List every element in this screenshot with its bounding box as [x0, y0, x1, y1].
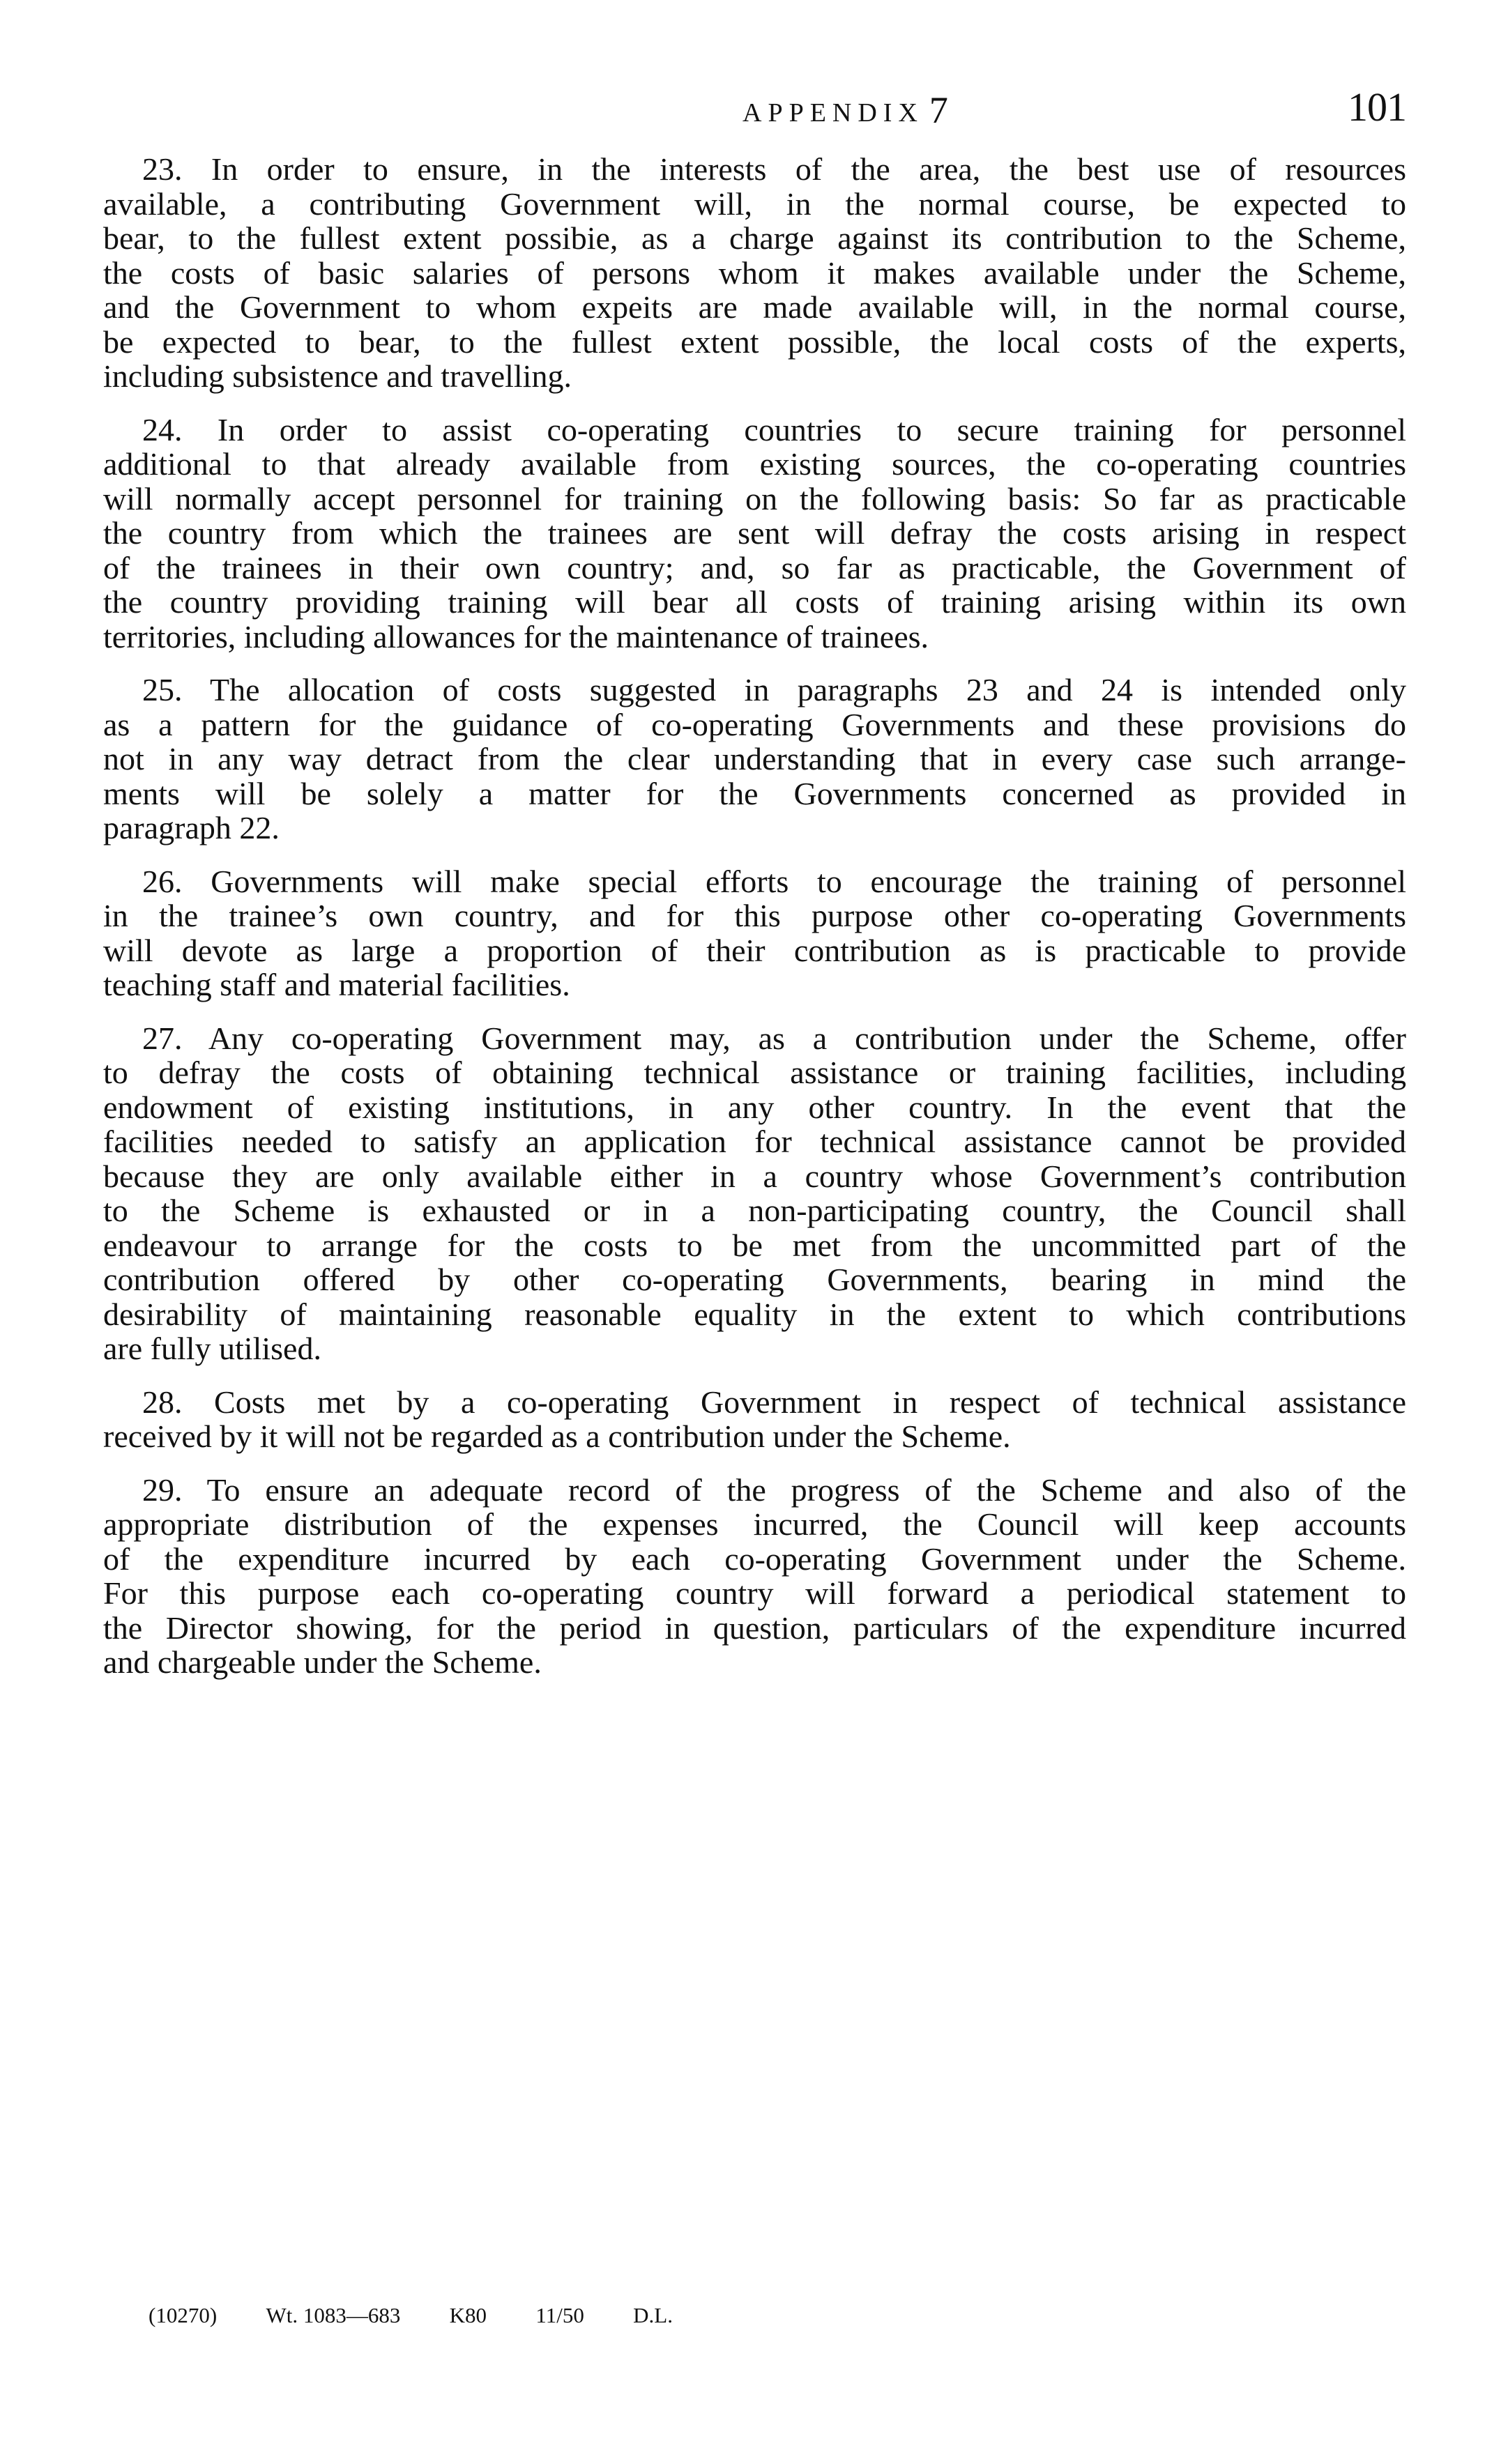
text-line: the country from which the trainees are sent will defray the costs arising in respect [103, 515, 1406, 551]
text-line: the costs of basic salaries of persons whom it makes available under the Scheme, [103, 254, 1406, 291]
text-line: desirability of maintaining reasonable equality in the extent to which contributions [103, 1296, 1406, 1332]
text-line: endowment of existing institutions, in any other country. In the event that the [103, 1089, 1406, 1125]
text-line: and chargeable under the Scheme. [103, 1644, 542, 1680]
text-line: 27. Any co-operating Government may, as a contribution under the Scheme, offer [142, 1020, 1406, 1056]
text-line: 29. To ensure an adequate record of the progress of the Scheme and also of the [142, 1471, 1406, 1508]
paragraph-27 [103, 1021, 1406, 1366]
text-line: teaching staff and material facilities. [103, 967, 570, 1002]
text-line: endeavour to arrange for the costs to be met from the uncommitted part of the [103, 1227, 1406, 1263]
text-line: bear, to the fullest extent possibie, as a charge against its contribution to the Scheme, [103, 220, 1406, 256]
paragraph-26 [103, 864, 1406, 1002]
text-line: contribution offered by other co-operating Governments, bearing in mind the [103, 1262, 1406, 1297]
text-line: facilities needed to satisfy an application for technical assistance cannot be provided [103, 1124, 1406, 1159]
paragraph-29 [103, 1473, 1406, 1680]
text-line: the Director showing, for the period in question, particulars of the expenditure incurred [103, 1609, 1406, 1646]
imprint-code: K80 [449, 2303, 487, 2327]
text-line: as a pattern for the guidance of co-operating Governments and these provisions do [103, 706, 1406, 742]
text-line: including subsistence and travelling. [103, 358, 572, 394]
text-line: not in any way detract from the clear understanding that in every case such arrange- [103, 741, 1406, 776]
text-line: be expected to bear, to the fullest extent possible, the local costs of the experts, [103, 323, 1406, 360]
text-line: available, a contributing Government will, in the normal course, be expected to [103, 185, 1406, 222]
text-line: to the Scheme is exhausted or in a non-participating country, the Council shall [103, 1193, 1406, 1228]
text-line: territories, including allowances for the maintenance of trainees. [103, 618, 929, 655]
running-head [103, 84, 1406, 131]
imprint-job-number: (10270) [148, 2303, 218, 2327]
text-line: 24. In order to assist co-operating countries to secure training for personnel [142, 411, 1406, 447]
text-line: of the trainees in their own country; and, so far as practicable, the Government of [103, 549, 1406, 586]
text-line: ments will be solely a matter for the Governments concerned as provided in [103, 775, 1406, 811]
paragraph-28 [103, 1385, 1406, 1454]
appendix-number: 7 [929, 89, 948, 131]
page-number: 101 [1348, 84, 1406, 130]
imprint-date: 11/50 [535, 2303, 584, 2327]
text-line: are fully utilised. [103, 1331, 321, 1366]
text-line: 26. Governments will make special efforts to encourage the training of personnel [142, 863, 1406, 899]
imprint-initials: D.L. [633, 2303, 673, 2327]
text-line: because they are only available either in a country whose Government’s contribution [103, 1158, 1406, 1194]
imprint-weight: Wt. 1083—683 [266, 2303, 401, 2327]
paragraph-24 [103, 413, 1406, 655]
text-line: in the trainee’s own country, and for this purpose other co-operating Governments [103, 898, 1406, 933]
paragraph-23 [103, 152, 1406, 394]
text-line: 25. The allocation of costs suggested in paragraphs 23 and 24 is intended only [142, 672, 1406, 707]
text-line: will normally accept personnel for training on the following basis: So far as practicable [103, 480, 1406, 516]
text-line: and the Government to whom expeits are made available will, in the normal course, [103, 289, 1406, 325]
printer-imprint [148, 2302, 673, 2329]
text-line: will devote as large a proportion of their contribution as is practicable to provide [103, 932, 1406, 968]
appendix-heading [742, 89, 948, 131]
appendix-label: APPENDIX [742, 98, 924, 128]
text-line: the country providing training will bear all costs of training arising within its own [103, 584, 1406, 620]
text-line: appropriate distribution of the expenses incurred, the Council will keep accounts [103, 1506, 1406, 1542]
paragraph-25 [103, 673, 1406, 845]
text-line: For this purpose each co-operating country will forward a periodical statement to [103, 1575, 1406, 1611]
text-line: of the expenditure incurred by each co-operating Government under the Scheme. [103, 1540, 1406, 1577]
text-line: received by it will not be regarded as a contribution under the Scheme. [103, 1418, 1011, 1454]
body-text [103, 152, 1406, 1699]
text-line: 23. In order to ensure, in the interests of the area, the best use of resources [142, 151, 1406, 187]
text-line: paragraph 22. [103, 810, 280, 845]
text-line: 28. Costs met by a co-operating Government in respect of technical assistance [142, 1384, 1406, 1420]
text-line: additional to that already available from existing sources, the co-operating countries [103, 446, 1406, 482]
text-line: to defray the costs of obtaining technical assistance or training facilities, including [103, 1055, 1406, 1090]
